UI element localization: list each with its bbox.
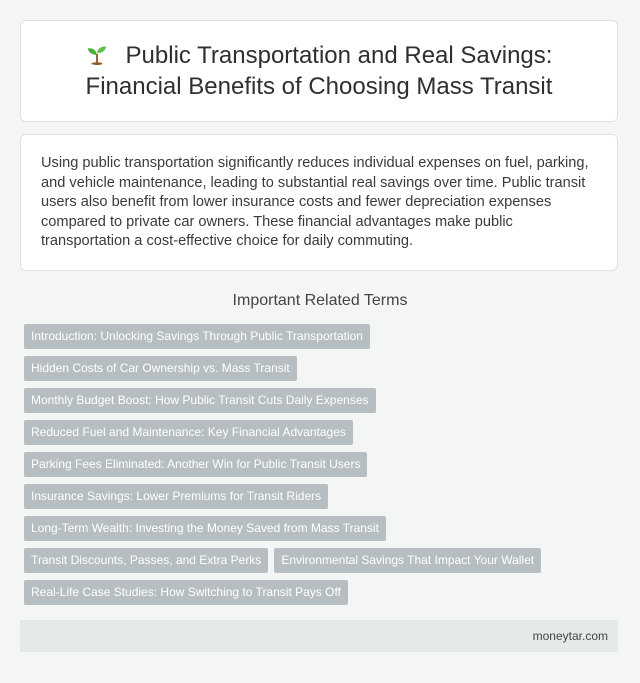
summary-card <box>20 134 618 271</box>
page-title <box>49 40 589 102</box>
related-terms-list <box>24 324 584 605</box>
sprout-icon <box>86 43 108 65</box>
related-term-tag[interactable]: Long-Term Wealth: Investing the Money Saved from Mass Transit <box>24 516 386 541</box>
related-term-tag[interactable]: Environmental Savings That Impact Your Wallet <box>274 548 541 573</box>
related-term-tag[interactable]: Parking Fees Eliminated: Another Win for Public Transit Users <box>24 452 367 477</box>
related-terms-heading: Important Related Terms <box>232 292 408 309</box>
related-term-tag[interactable]: Introduction: Unlocking Savings Through Public Transportation <box>24 324 370 349</box>
related-term-tag[interactable]: Real-Life Case Studies: How Switching to Transit Pays Off <box>24 580 348 605</box>
footer <box>20 620 618 652</box>
summary-text: Using public transportation significantly reduces individual expenses on fuel, parking, and vehicle maintenance, leading to substantial real savings over time. Public transit users also benefit from lower insurance costs and fewer depreciation expenses compared to private car owners. These financial advantages make public transportation a cost-effective choice for daily commuting. <box>41 155 589 249</box>
related-term-tag[interactable]: Reduced Fuel and Maintenance: Key Financial Advantages <box>24 420 353 445</box>
title-card <box>20 20 618 122</box>
related-term-tag[interactable]: Hidden Costs of Car Ownership vs. Mass Transit <box>24 356 297 381</box>
footer-site-name[interactable]: moneytar.com <box>532 629 608 643</box>
page-title-text: Public Transportation and Real Savings: Financial Benefits of Choosing Mass Transit <box>85 42 553 100</box>
related-term-tag[interactable]: Transit Discounts, Passes, and Extra Perks <box>24 548 268 573</box>
related-term-tag[interactable]: Monthly Budget Boost: How Public Transit Cuts Daily Expenses <box>24 388 376 413</box>
related-term-tag[interactable]: Insurance Savings: Lower Premiums for Transit Riders <box>24 484 328 509</box>
